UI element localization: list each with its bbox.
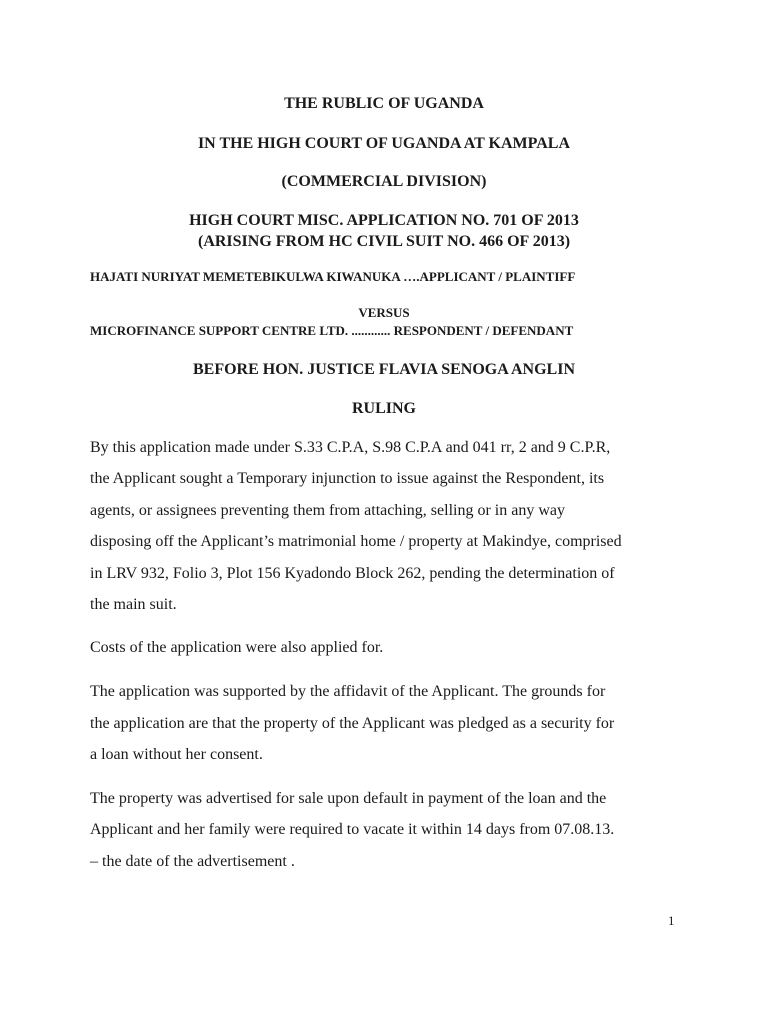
respondent-line: MICROFINANCE SUPPORT CENTRE LTD. ............ RESPONDENT / DEFENDANT xyxy=(90,323,574,338)
arising-from: (ARISING FROM HC CIVIL SUIT NO. 466 OF 2013) xyxy=(197,233,571,250)
page-number: 1 xyxy=(668,913,675,928)
applicant-line: HAJATI NURIYAT MEMETEBIKULWA KIWANUKA ….APPLICANT / PLAINTIFF xyxy=(90,269,576,284)
body-line: The property was advertised for sale upon default in payment of the loan and the xyxy=(90,790,607,807)
court-heading: IN THE HIGH COURT OF UGANDA AT KAMPALA xyxy=(197,135,571,152)
body-line: the Applicant sought a Temporary injunction to issue against the Respondent, its xyxy=(90,470,605,487)
body-line: in LRV 932, Folio 3, Plot 156 Kyadondo Block 262, pending the determination of xyxy=(90,565,615,582)
body-line: The application was supported by the affidavit of the Applicant. The grounds for xyxy=(90,683,606,700)
division-heading: (COMMERCIAL DIVISION) xyxy=(281,173,487,190)
body-line: a loan without her consent. xyxy=(90,746,263,763)
republic-heading: THE RUBLIC OF UGANDA xyxy=(284,95,484,112)
body-line: the main suit. xyxy=(90,596,177,613)
body-line: the application are that the property of the Applicant was pledged as a security for xyxy=(90,715,615,732)
before-judge: BEFORE HON. JUSTICE FLAVIA SENOGA ANGLIN xyxy=(192,361,575,378)
body-line: By this application made under S.33 C.P.A, S.98 C.P.A and 041 rr, 2 and 9 C.P.R, xyxy=(90,439,611,456)
body-line: – the date of the advertisement . xyxy=(90,853,295,870)
ruling-heading: RULING xyxy=(351,400,416,417)
application-number: HIGH COURT MISC. APPLICATION NO. 701 OF 2013 xyxy=(189,212,579,229)
body-line: Costs of the application were also applied for. xyxy=(90,639,384,656)
body-line: Applicant and her family were required to vacate it within 14 days from 07.08.13. xyxy=(90,821,615,838)
versus-line: VERSUS xyxy=(358,305,410,320)
body-line: disposing off the Applicant’s matrimonial home / property at Makindye, comprised xyxy=(90,533,622,550)
body-line: agents, or assignees preventing them from attaching, selling or in any way xyxy=(90,502,565,519)
